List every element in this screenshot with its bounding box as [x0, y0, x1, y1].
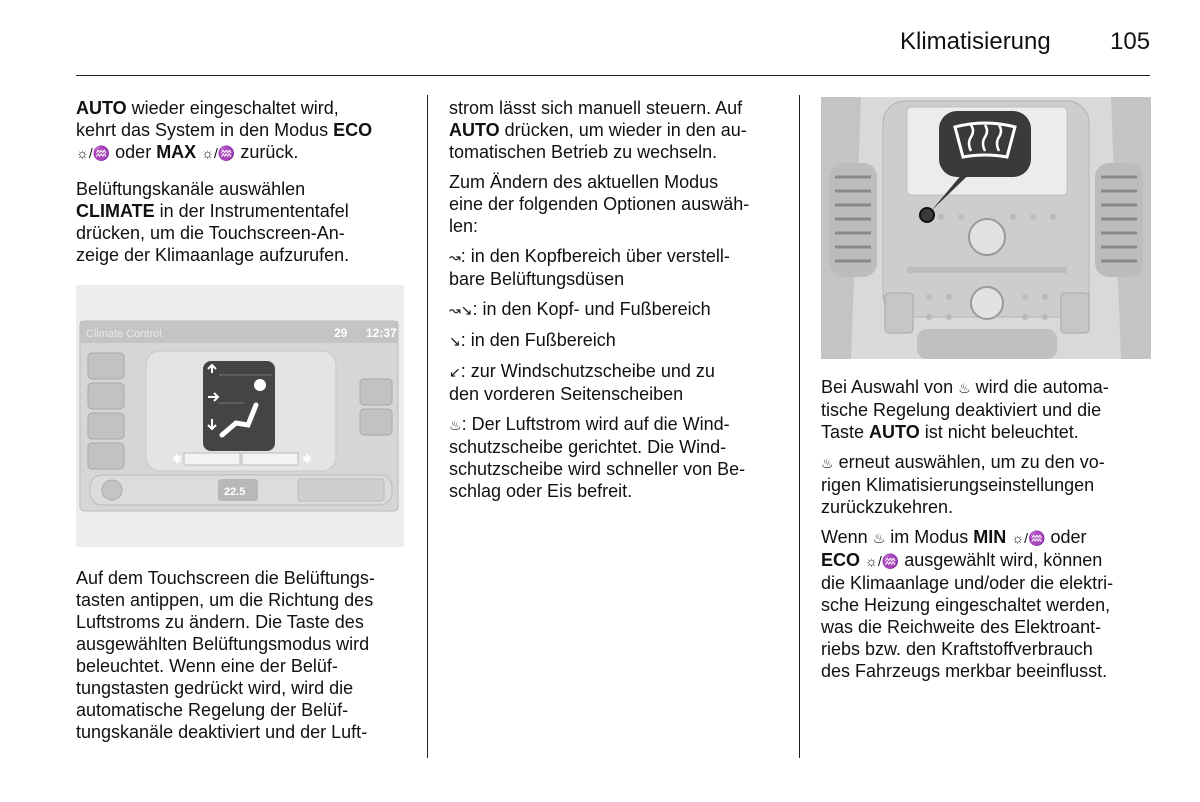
text-span: : zur Windschutzscheibe und zu	[460, 361, 715, 381]
defrost-icon: ♨	[872, 530, 886, 546]
left-button-3	[88, 413, 124, 439]
defrost-icon: ♨	[958, 380, 971, 396]
text-line: eine der folgenden Optionen auswäh-	[449, 194, 750, 214]
text-line: tomatischen Betrieb zu wechseln.	[449, 142, 718, 162]
outside-temp: 29	[334, 326, 348, 340]
paragraph-defrost-again	[821, 451, 1151, 518]
left-button-1	[88, 353, 124, 379]
text-span: Taste	[821, 422, 870, 442]
bold-auto: AUTO	[76, 98, 127, 118]
text-span: Wenn	[821, 527, 873, 547]
recirculation-button	[360, 379, 392, 405]
text-span: ist nicht beleuchtet.	[919, 422, 1079, 442]
bold-climate: CLIMATE	[76, 201, 155, 221]
text-line: automatische Regelung der Belüf-	[76, 700, 349, 720]
auto-mode-icon: ☼/♒	[1011, 530, 1046, 546]
paragraph-manual	[449, 97, 789, 163]
text-line: tungskanäle deaktiviert und der Luft-	[76, 722, 368, 742]
text-span: drücken, um wieder in den au-	[499, 120, 747, 140]
left-button-2	[88, 383, 124, 409]
vent-foot-icon: ↘	[449, 333, 461, 349]
bold-auto: AUTO	[449, 120, 500, 140]
defrost-callout	[939, 111, 1031, 177]
defrost-icon: ♨	[449, 417, 462, 433]
vent-bilevel-icon: ↝↘	[449, 302, 473, 318]
defrost-icon: ♨	[821, 455, 834, 471]
text-span: oder	[1045, 527, 1087, 547]
fan-high-icon: ✱	[302, 452, 313, 466]
text-line: was die Reichweite des Elektroant-	[821, 617, 1102, 637]
text-span: wieder eingeschaltet wird,	[126, 98, 339, 118]
text-line: bare Belüftungsdüsen	[449, 269, 625, 289]
fan-slider-left	[184, 453, 240, 465]
right-button	[1061, 293, 1089, 333]
text-line: rigen Klimatisierungseinstellungen	[821, 475, 1095, 495]
screen-title: Climate Control	[86, 328, 162, 340]
text-span: : in den Kopf- und Fußbereich	[472, 299, 711, 319]
auto-mode-icon: ☼/♒	[76, 145, 111, 161]
left-button	[885, 293, 913, 333]
right-air-vent	[1095, 163, 1143, 277]
text-line: schutzscheibe wird schneller von Be-	[449, 459, 746, 479]
text-span: : in den Fußbereich	[460, 330, 616, 350]
bold-max: MAX	[156, 142, 197, 162]
text-span: im Modus	[885, 527, 974, 547]
seat-heat-buttons	[298, 479, 384, 501]
text-line: Zum Ändern des aktuellen Modus	[449, 172, 719, 192]
page-number: 105	[1110, 28, 1151, 55]
left-button-4	[88, 443, 124, 469]
climate-touchscreen-figure	[76, 285, 404, 547]
text-span: in der Instrumententafel	[154, 201, 349, 221]
auto-mode-icon: ☼/♒	[865, 553, 900, 569]
text-line: sche Heizung eingeschaltet werden,	[821, 595, 1111, 615]
text-span: Bei Auswahl von	[821, 377, 959, 397]
text-line: schlag oder Eis befreit.	[449, 481, 633, 501]
column-3	[821, 97, 1151, 690]
bold-auto: AUTO	[869, 422, 920, 442]
left-air-vent	[829, 163, 877, 277]
text-line: len:	[449, 216, 479, 236]
text-line: tasten antippen, um die Richtung des	[76, 590, 374, 610]
header-divider	[76, 75, 1150, 76]
text-line: beleuchtet. Wenn eine der Belüf-	[76, 656, 338, 676]
vent-defrost-floor-icon: ↙	[449, 364, 461, 380]
set-temperature: 22.5	[224, 486, 246, 498]
home-button	[102, 480, 122, 500]
column-1	[76, 97, 416, 742]
paragraph-defrost-min-eco	[821, 526, 1151, 682]
text-line: Auf dem Touchscreen die Belüftungs-	[76, 568, 375, 588]
text-span: : Der Luftstrom wird auf die Wind-	[461, 414, 730, 434]
option-face	[449, 245, 789, 290]
vent-face-icon: ↝	[449, 249, 461, 265]
fresh-air-button	[360, 409, 392, 435]
option-bilevel	[449, 298, 789, 321]
paragraph-defrost-select	[821, 376, 1151, 443]
column-divider-1	[427, 95, 428, 758]
paragraph-mode	[449, 171, 789, 237]
text-span: ausgewählt wird, können	[899, 550, 1103, 570]
option-foot	[449, 329, 789, 352]
column-divider-2	[799, 95, 800, 758]
text-line: Luftstroms zu ändern. Die Taste des	[76, 612, 364, 632]
option-defrost	[449, 413, 789, 502]
paragraph-auto-return	[76, 97, 416, 164]
section-title: Klimatisierung	[900, 28, 1051, 55]
text-line: strom lässt sich manuell steuern. Auf	[449, 98, 743, 118]
text-line: des Fahrzeugs merkbar beeinflusst.	[821, 661, 1108, 681]
text-span: erneut auswählen, um zu den vo-	[833, 452, 1105, 472]
text-line: zeige der Klimaanlage aufzurufen.	[76, 245, 350, 265]
text-line: zurückzukehren.	[821, 497, 954, 517]
text-line: drücken, um die Touchscreen-An-	[76, 223, 345, 243]
bold-eco: ECO	[821, 550, 861, 570]
text-line: tungstasten gedrückt wird, wird die	[76, 678, 354, 698]
text-line: schutzscheibe gerichtet. Die Wind-	[449, 437, 727, 457]
paragraph-touchscreen	[76, 567, 375, 743]
dashboard-defrost-figure	[821, 97, 1151, 359]
option-defrost-floor	[449, 360, 789, 405]
text-span: wird die automa-	[970, 377, 1109, 397]
text-line: den vorderen Seitenscheiben	[449, 384, 684, 404]
text-line: riebs bzw. den Kraftstoffverbrauch	[821, 639, 1093, 659]
lower-knob	[971, 287, 1003, 319]
subheading: Belüftungskanäle auswählen	[76, 179, 306, 199]
text-span: : in den Kopfbereich über verstell-	[460, 246, 730, 266]
bold-min: MIN	[973, 527, 1007, 547]
fan-low-icon: ✱	[172, 452, 183, 466]
text-span: kehrt das System in den Modus	[76, 120, 334, 140]
upper-knob	[969, 219, 1005, 255]
text-span: zurück.	[235, 142, 299, 162]
auto-mode-icon: ☼/♒	[201, 145, 236, 161]
text-line: ausgewählten Belüftungsmodus wird	[76, 634, 370, 654]
occupant-head-icon	[254, 379, 266, 391]
column-2	[449, 97, 789, 510]
paragraph-climate	[76, 200, 416, 266]
bold-eco: ECO	[333, 120, 373, 140]
text-line: die Klimaanlage und/oder die elektri-	[821, 573, 1114, 593]
clock: 12:37	[366, 326, 397, 340]
fan-slider-right	[242, 453, 298, 465]
text-span: oder	[110, 142, 157, 162]
text-line: tische Regelung deaktiviert und die	[821, 400, 1102, 420]
